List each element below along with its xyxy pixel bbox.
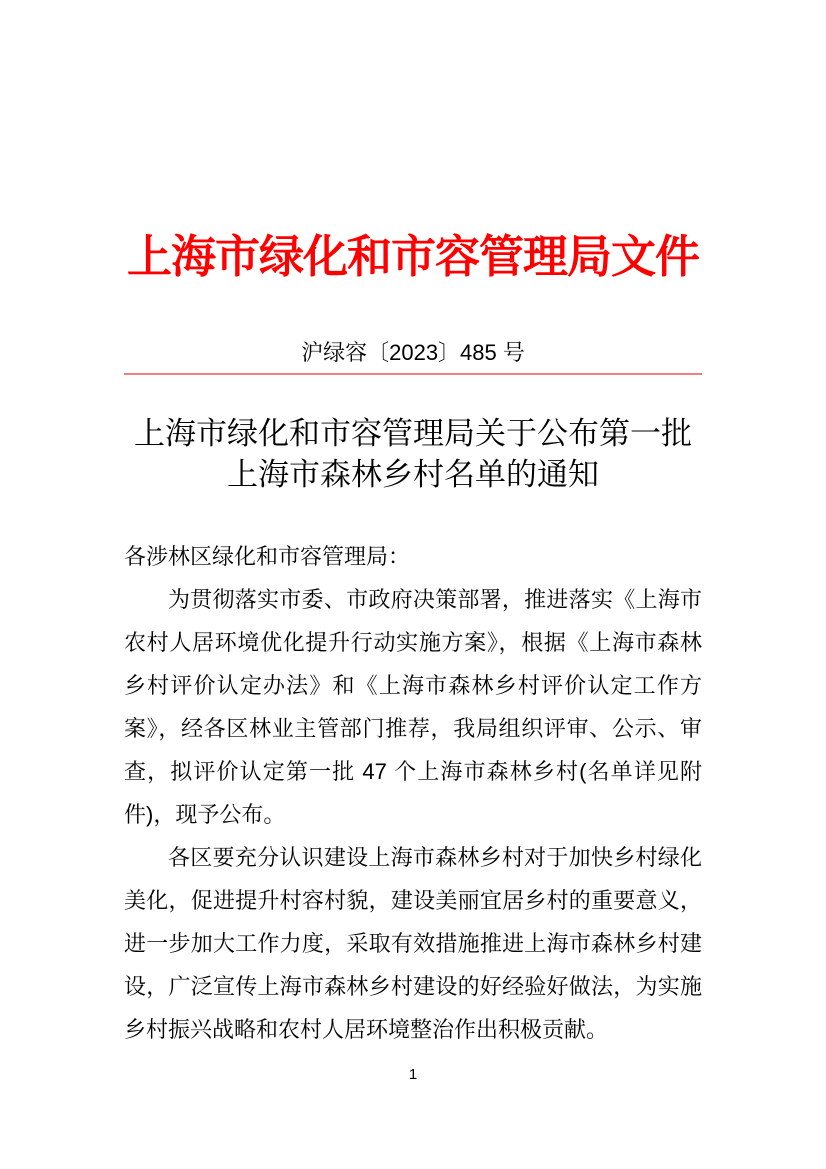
body-paragraph-1: 为贯彻落实市委、市政府决策部署，推进落实《上海市农村人居环境优化提升行动实施方案》，根据《上海市森林乡村评价认定办法》和《上海市森林乡村评价认定工作方案》，经各区林业主管部门推荐，我局组织评审、公示、审查，拟评价认定第一批 47 个上海市森林乡村(名单详见附件)，现予公布。 [124,587,702,827]
document-content [124,228,702,1051]
salutation: 各涉林区绿化和市容管理局： [124,544,411,569]
document-body [124,535,702,1051]
document-title [124,413,702,495]
document-title-line2: 上海市森林乡村名单的通知 [227,457,599,492]
page-number: 1 [408,1066,418,1083]
red-divider-rule [124,373,702,375]
body-paragraph-2: 各区要充分认识建设上海市森林乡村对于加快乡村绿化美化，促进提升村容村貌，建设美丽宜居乡村的重要意义，进一步加大工作力度，采取有效措施推进上海市森林乡村建设，广泛宣传上海市森林乡村建设的好经验好做法，为实施乡村振兴战略和农村人居环境整治作出积极贡献。 [124,845,702,1042]
document-title-line1: 上海市绿化和市容管理局关于公布第一批 [134,416,692,451]
agency-header-title: 上海市绿化和市容管理局文件 [126,231,699,282]
document-number: 沪绿容〔2023〕485 号 [301,340,525,365]
